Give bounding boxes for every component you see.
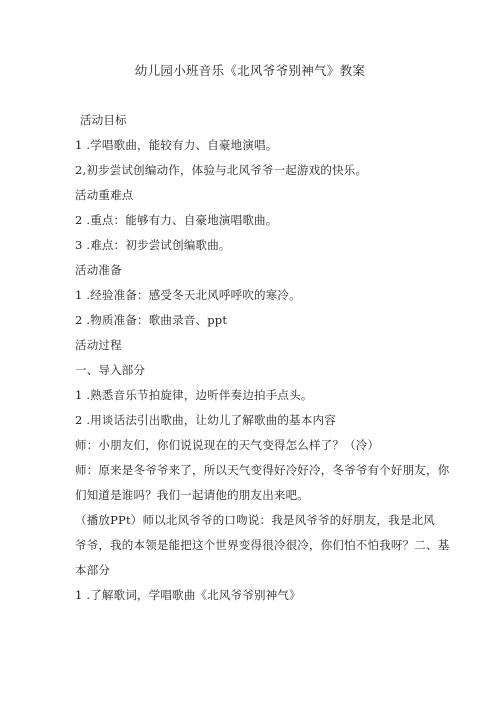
difficult-point-item: 3 .难点：初步尝试创编歌曲。 bbox=[75, 238, 231, 252]
dialogue-line-1: 师：小朋友们，你们说说现在的天气变得怎么样了？（冷） bbox=[75, 438, 380, 452]
goal-item-1: 1 .学唱歌曲，能较有力、自豪地演唱。 bbox=[75, 138, 278, 152]
basic-step-1: 1 .了解歌词，学唱歌曲《北风爷爷别神气》 bbox=[75, 588, 301, 602]
intro-step-2: 2 .用谈话法引出歌曲，让幼儿了解歌曲的基本内容 bbox=[75, 413, 336, 427]
dialogue-line-3b: 爷爷，我的本领是能把这个世界变得很冷很冷，你们怕不怕我呀？二、基 bbox=[75, 538, 450, 552]
section-basic-part: 本部分 bbox=[75, 563, 111, 577]
heading-activity-process: 活动过程 bbox=[75, 338, 122, 352]
heading-activity-preparation: 活动准备 bbox=[75, 263, 122, 277]
key-point-item: 2 .重点：能够有力、自豪地演唱歌曲。 bbox=[75, 213, 278, 227]
goal-item-2: 2,初步尝试创编动作，体验与北风爷爷一起游戏的快乐。 bbox=[75, 163, 368, 177]
preparation-item-2: 2 .物质准备：歌曲录音、ppt bbox=[75, 313, 228, 327]
heading-activity-goals: 活动目标 bbox=[80, 113, 127, 127]
dialogue-line-2a: 师：原来是冬爷爷来了，所以天气变得好冷好冷，冬爷爷有个好朋友，你 bbox=[75, 463, 450, 477]
dialogue-line-2b: 们知道是谁吗？我们一起请他的朋友出来吧。 bbox=[75, 488, 309, 502]
preparation-item-1: 1 .经验准备：感受冬天北风呼呼吹的寒冷。 bbox=[75, 288, 301, 302]
heading-key-difficult-points: 活动重难点 bbox=[75, 188, 134, 202]
section-introduction: 一、导入部分 bbox=[75, 363, 146, 377]
intro-step-1: 1 .熟悉音乐节拍旋律，边听伴奏边拍手点头。 bbox=[75, 388, 313, 402]
document-title: 幼儿园小班音乐《北风爷爷别神气》教案 bbox=[134, 63, 366, 78]
dialogue-line-3a: （播放PPt）师以北风爷爷的口吻说：我是风爷爷的好朋友，我是北风 bbox=[75, 513, 435, 527]
